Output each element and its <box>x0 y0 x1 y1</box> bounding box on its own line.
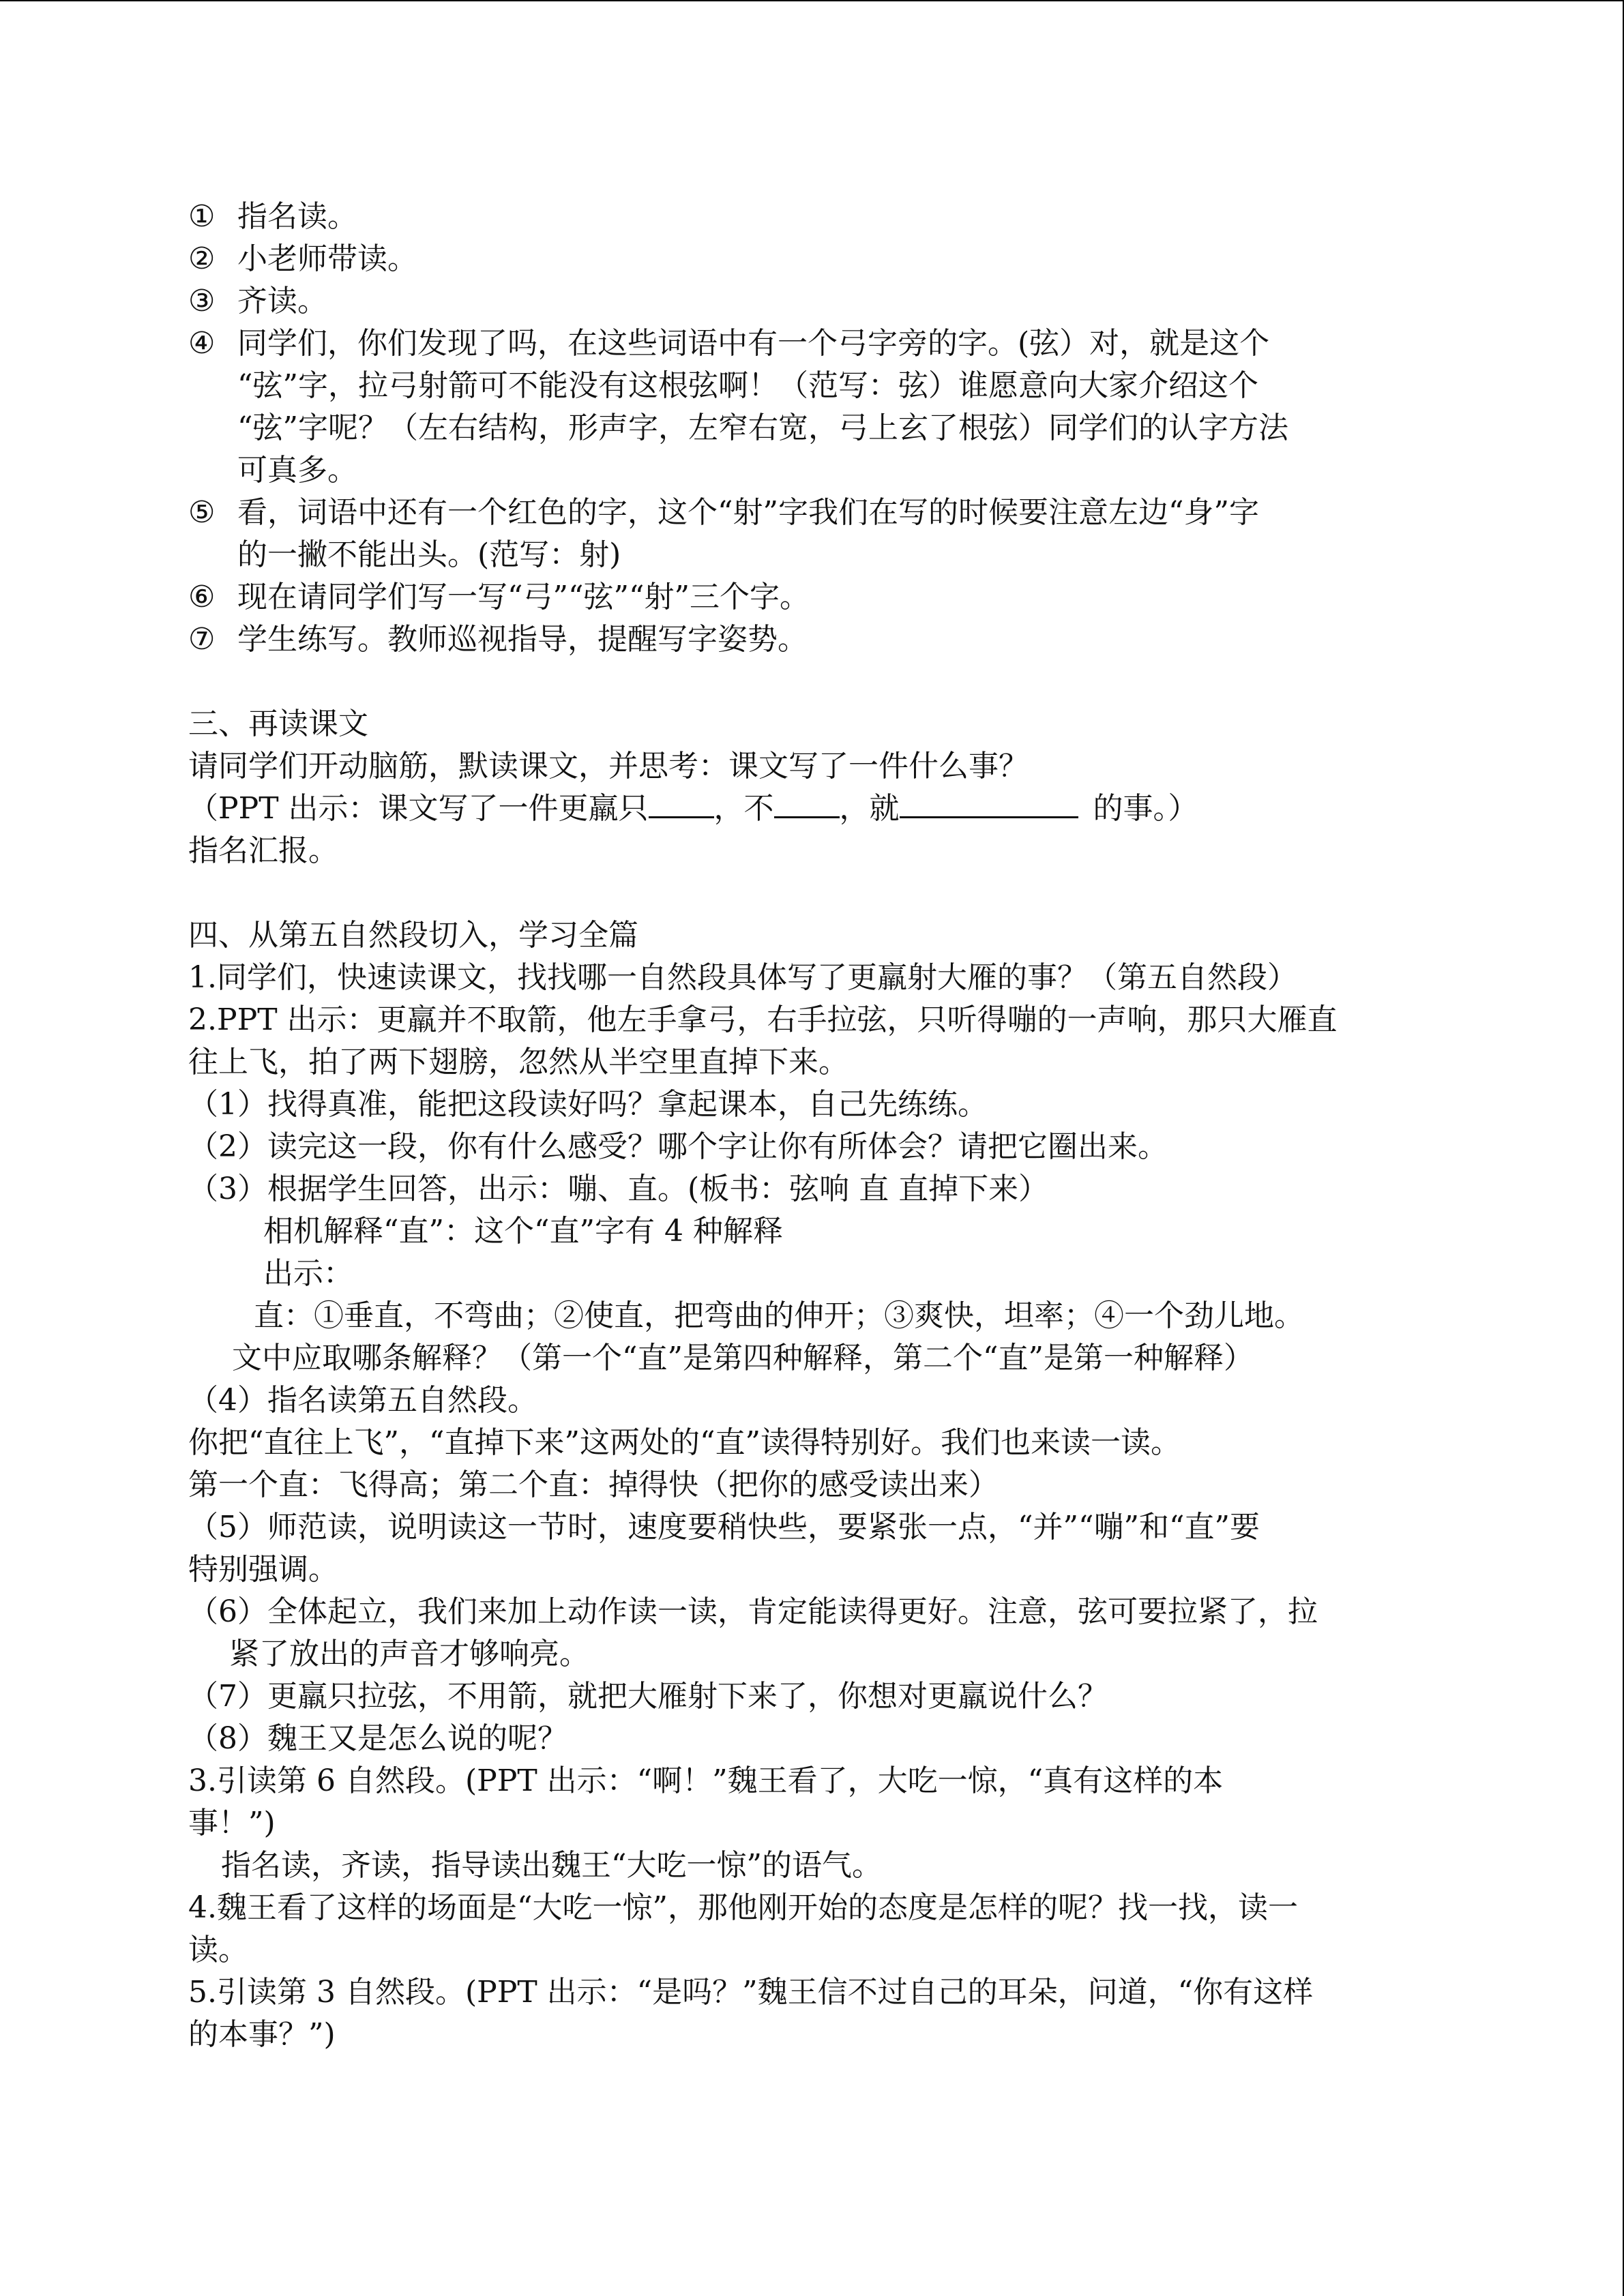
step-1: （1）找得真准，能把这段读好吗？拿起课本，自己先练练。 <box>188 1087 988 1122</box>
section-heading-3: 三、再读课文 <box>188 706 368 741</box>
item-text <box>237 238 1436 280</box>
item-text-line: 看，词语中还有一个红色的字，这个“射”字我们在写的时候要注意左边“身”字 <box>237 495 1259 530</box>
item-number: ① <box>188 199 216 234</box>
blank-line-1 <box>649 789 714 818</box>
numbered-list <box>188 196 1436 661</box>
item-number: ③ <box>188 284 216 318</box>
item-text-line: 同学们，你们发现了吗，在这些词语中有一个弓字旁的字。(弦）对，就是这个 <box>237 326 1270 361</box>
step-4-praise: 你把“直往上飞”，“直掉下来”这两处的“直”读得特别好。我们也来读一读。 <box>188 1425 1181 1460</box>
ppt-text-3: ，就 <box>839 791 900 826</box>
list-item <box>188 323 1436 492</box>
step-5-line-1: （5）师范读，说明读这一节时，速度要稍快些，要紧张一点，“并”“嘣”和“直”要 <box>188 1510 1260 1545</box>
step-3-question: 文中应取哪条解释？（第一个“直”是第四种解释，第二个“直”是第一种解释） <box>232 1341 1254 1375</box>
item-number: ⑦ <box>188 622 216 657</box>
step-6-line-1: （6）全体起立，我们来加上动作读一读，肯定能读得更好。注意，弦可要拉紧了，拉 <box>188 1594 1318 1629</box>
paragraph-3-line-3: 指名读，齐读，指导读出魏王“大吃一惊”的语气。 <box>221 1848 882 1883</box>
item-number: ⑥ <box>188 580 216 614</box>
ppt-fill-in-blank <box>188 788 1436 830</box>
section3-report: 指名汇报。 <box>188 833 338 868</box>
paragraph-1: 1.同学们，快速读课文，找找哪一自然段具体写了更羸射大雁的事？（第五自然段） <box>188 960 1297 995</box>
list-item <box>188 492 1436 576</box>
paragraph-2-line-2: 往上飞，拍了两下翅膀，忽然从半空里直掉下来。 <box>188 1045 848 1079</box>
paragraph-5-line-2: 的本事？”) <box>188 2017 336 2052</box>
step-5-line-2: 特别强调。 <box>188 1552 338 1587</box>
list-item <box>188 618 1436 661</box>
item-text <box>237 492 1436 576</box>
step-4-note: 第一个直：飞得高；第二个直：掉得快（把你的感受读出来） <box>188 1467 999 1502</box>
list-item <box>188 196 1436 238</box>
section3-prompt: 请同学们开动脑筋，默读课文，并思考：课文写了一件什么事？ <box>188 749 1029 784</box>
step-6-line-2: 紧了放出的声音才够响亮。 <box>229 1637 589 1671</box>
list-item <box>188 238 1436 280</box>
document-content <box>188 196 1436 2056</box>
ppt-text-2: ，不 <box>713 791 774 826</box>
item-text-line: “弦”字呢？（左右结构，形声字，左窄右宽，弓上玄了根弦）同学们的认字方法 <box>237 411 1288 445</box>
step-7: （7）更羸只拉弦，不用箭，就把大雁射下来了，你想对更羸说什么？ <box>188 1679 1108 1714</box>
item-text-line: “弦”字，拉弓射箭可不能没有这根弦啊！（范写：弦）谁愿意向大家介绍这个 <box>237 368 1258 403</box>
item-text-line: 的一撇不能出头。(范写：射) <box>237 537 621 572</box>
step-3: （3）根据学生回答，出示：嘣、直。(板书：弦响 直 直掉下来） <box>188 1172 1049 1206</box>
item-text-line: 现在请同学们写一写“弓”“弦”“射”三个字。 <box>237 580 810 614</box>
item-text-line: 可真多。 <box>237 453 357 488</box>
item-text-line: 小老师带读。 <box>237 241 417 276</box>
step-2: （2）读完这一段，你有什么感受？哪个字让你有所体会？请把它圈出来。 <box>188 1129 1168 1164</box>
item-text <box>237 323 1436 492</box>
ppt-text-4: 的事。） <box>1093 791 1198 826</box>
item-text-line: 指名读。 <box>237 199 357 234</box>
item-number: ④ <box>188 326 216 361</box>
step-4: （4）指名读第五自然段。 <box>188 1383 537 1418</box>
paragraph-3-line-1: 3.引读第 6 自然段。(PPT 出示：“啊！”魏王看了，大吃一惊，“真有这样的本 <box>188 1763 1224 1798</box>
step-8: （8）魏王又是怎么说的呢？ <box>188 1721 567 1756</box>
paragraph-2-line-1: 2.PPT 出示：更羸并不取箭，他左手拿弓，右手拉弦，只听得嘣的一声响，那只大雁直 <box>188 1002 1338 1037</box>
list-item <box>188 576 1436 618</box>
paragraph-4-line-2: 读。 <box>188 1933 248 1967</box>
blank-line-3 <box>900 789 1078 818</box>
section-heading-4: 四、从第五自然段切入，学习全篇 <box>188 918 638 953</box>
step-3-show: 出示： <box>263 1256 353 1291</box>
item-text <box>237 618 1436 661</box>
spacer <box>188 661 1436 703</box>
blank-line-2 <box>774 789 840 818</box>
item-number: ② <box>188 241 216 276</box>
paragraph-3-line-2: 事！”) <box>188 1806 276 1840</box>
item-text-line: 齐读。 <box>237 284 327 318</box>
item-text-line: 学生练写。教师巡视指导，提醒写字姿势。 <box>237 622 808 657</box>
paragraph-4-line-1: 4.魏王看了这样的场面是“大吃一惊”，那他刚开始的态度是怎样的呢？找一找，读一 <box>188 1890 1298 1925</box>
step-3-explanation: 相机解释“直”：这个“直”字有 4 种解释 <box>263 1214 783 1249</box>
paragraph-5-line-1: 5.引读第 3 自然段。(PPT 出示：“是吗？”魏王信不过自己的耳朵，问道，“你有这样 <box>188 1975 1314 2010</box>
list-item <box>188 280 1436 323</box>
item-text <box>237 196 1436 238</box>
ppt-text-1: （PPT 出示：课文写了一件更羸只 <box>188 791 649 826</box>
item-number: ⑤ <box>188 495 216 530</box>
step-3-definitions: 直：①垂直，不弯曲；②使直，把弯曲的伸开；③爽快，坦率；④一个劲儿地。 <box>254 1298 1304 1333</box>
item-text <box>237 576 1436 618</box>
spacer <box>188 872 1436 914</box>
item-text <box>237 280 1436 323</box>
